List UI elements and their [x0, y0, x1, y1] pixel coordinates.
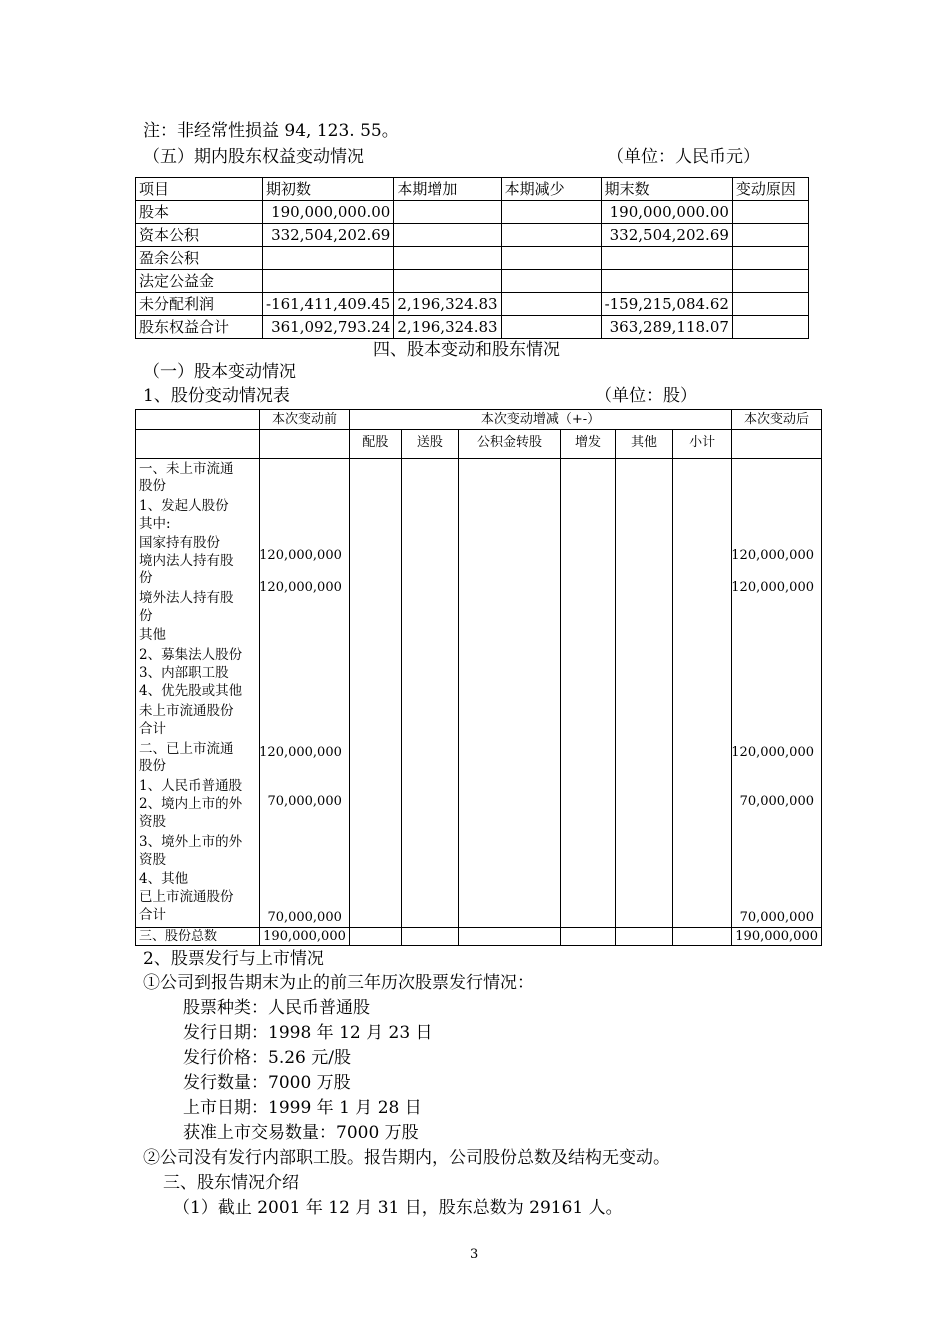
equity-table: [135, 177, 809, 339]
cell: [394, 201, 501, 224]
row-label: 股份: [139, 478, 166, 494]
issue-type: 股票种类：人民币普通股: [183, 998, 370, 1018]
cell: 法定公益金: [136, 270, 263, 293]
share-change-table: [135, 409, 822, 946]
cell: [601, 270, 732, 293]
row-label: 其中:: [139, 516, 171, 532]
cell: -161,411,409.45: [263, 293, 394, 316]
header-cell: 公积金转股: [458, 430, 560, 459]
before-column: [260, 459, 350, 928]
row-label: 2、境内上市的外: [139, 796, 243, 812]
table-row: [136, 293, 809, 316]
listing-date: 上市日期：1999 年 1 月 28 日: [183, 1098, 422, 1118]
total-before: 190,000,000: [260, 928, 350, 946]
header-cell: 本期减少: [501, 178, 601, 201]
header-cell: 期初数: [263, 178, 394, 201]
cell: [394, 270, 501, 293]
equity-title: （五）期内股东权益变动情况: [143, 147, 364, 167]
header-cell: 其他: [616, 430, 673, 459]
header-cell: 项目: [136, 178, 263, 201]
cell: [561, 459, 616, 928]
cell: -159,215,084.62: [601, 293, 732, 316]
cell: 2,196,324.83: [394, 316, 501, 339]
note: 注：非经常性损益 94, 123. 55。: [143, 121, 399, 141]
cell: 332,504,202.69: [601, 224, 732, 247]
after-column: [732, 459, 822, 928]
cell: [732, 293, 808, 316]
value-cell: 120,000,000: [259, 548, 342, 563]
cell: [501, 270, 601, 293]
cell: [501, 293, 601, 316]
row-label: 1、发起人股份: [139, 498, 229, 514]
header-cell: [260, 430, 350, 459]
label-column: [136, 459, 260, 928]
table-row: [136, 316, 809, 339]
issue-line: ①公司到报告期末为止的前三年历次股票发行情况：: [143, 973, 534, 993]
table-unit: （单位：股）: [595, 386, 697, 406]
cell: [263, 270, 394, 293]
header-cell: 增发: [561, 430, 616, 459]
cell: 190,000,000.00: [263, 201, 394, 224]
trade-quantity: 获准上市交易数量：7000 万股: [183, 1123, 419, 1143]
issue-line: ②公司没有发行内部职工股。报告期内，公司股份总数及结构无变动。: [143, 1148, 670, 1168]
cell: [616, 459, 673, 928]
cell: 361,092,793.24: [263, 316, 394, 339]
cell: [732, 224, 808, 247]
cell: [501, 201, 601, 224]
cell: 363,289,118.07: [601, 316, 732, 339]
row-label: 境内法人持有股: [139, 553, 234, 569]
value-cell: 70,000,000: [267, 910, 342, 925]
cell: [501, 247, 601, 270]
row-label: 合计: [139, 721, 166, 737]
issue-quantity: 发行数量：7000 万股: [183, 1073, 351, 1093]
value-cell: 70,000,000: [739, 910, 814, 925]
cell: [732, 270, 808, 293]
row-label: 资股: [139, 814, 166, 830]
table-row: [136, 224, 809, 247]
total-label: 三、股份总数: [136, 928, 260, 946]
cell: [673, 928, 732, 946]
header-cell: [136, 410, 260, 430]
cell: [732, 247, 808, 270]
row-label: 3、内部职工股: [139, 665, 229, 681]
page-number: 3: [470, 1247, 479, 1262]
issue-heading: 2、股票发行与上市情况: [143, 949, 324, 969]
shareholder-heading: 三、股东情况介绍: [163, 1173, 299, 1193]
cell: [263, 247, 394, 270]
value-cell: 120,000,000: [259, 745, 342, 760]
row-label: 股份: [139, 758, 166, 774]
header-after: 本次变动后: [732, 410, 822, 430]
cell: [394, 224, 501, 247]
header-cell: 本期增加: [394, 178, 501, 201]
value-cell: 120,000,000: [259, 580, 342, 595]
cell: [349, 459, 401, 928]
value-cell: 120,000,000: [731, 548, 814, 563]
table-row: [136, 201, 809, 224]
cell: [732, 316, 808, 339]
cell: [673, 459, 732, 928]
subsection-title: （一）股本变动情况: [143, 362, 296, 382]
row-label: 4、其他: [139, 871, 189, 887]
cell: [501, 224, 601, 247]
header-cell: [136, 430, 260, 459]
cell: 股本: [136, 201, 263, 224]
cell: 332,504,202.69: [263, 224, 394, 247]
table-row: [136, 459, 822, 928]
table-row: [136, 270, 809, 293]
cell: [401, 459, 458, 928]
row-label: 已上市流通股份: [139, 889, 234, 905]
cell: [616, 928, 673, 946]
header-cell: 送股: [401, 430, 458, 459]
row-label: 一、未上市流通: [139, 461, 234, 477]
cell: [458, 459, 560, 928]
header-cell: 期末数: [601, 178, 732, 201]
cell: [601, 247, 732, 270]
cell: [401, 928, 458, 946]
cell: [394, 247, 501, 270]
row-label: 2、募集法人股份: [139, 647, 243, 663]
row-label: 其他: [139, 627, 166, 643]
row-label: 国家持有股份: [139, 535, 220, 551]
row-label: 3、境外上市的外: [139, 834, 243, 850]
table-title: 1、股份变动情况表: [143, 386, 290, 406]
header-cell: 变动原因: [732, 178, 808, 201]
cell: 盈余公积: [136, 247, 263, 270]
cell: [732, 201, 808, 224]
cell: [349, 928, 401, 946]
row-label: 4、优先股或其他: [139, 683, 243, 699]
header-cell: [732, 430, 822, 459]
cell: 股东权益合计: [136, 316, 263, 339]
equity-unit: （单位：人民币元）: [607, 147, 760, 167]
header-cell: 配股: [349, 430, 401, 459]
table-header-row: [136, 178, 809, 201]
value-cell: 70,000,000: [739, 794, 814, 809]
row-label: 未上市流通股份: [139, 703, 234, 719]
shareholder-line: （1）截止 2001 年 12 月 31 日，股东总数为 29161 人。: [173, 1198, 623, 1218]
issue-date: 发行日期：1998 年 12 月 23 日: [183, 1023, 433, 1043]
row-label: 份: [139, 570, 153, 586]
row-label: 境外法人持有股: [139, 590, 234, 606]
row-label: 二、已上市流通: [139, 741, 234, 757]
cell: 2,196,324.83: [394, 293, 501, 316]
cell: [501, 316, 601, 339]
value-cell: 70,000,000: [267, 794, 342, 809]
cell: 资本公积: [136, 224, 263, 247]
cell: [458, 928, 560, 946]
value-cell: 120,000,000: [731, 580, 814, 595]
row-label: 合计: [139, 907, 166, 923]
value-cell: 120,000,000: [731, 745, 814, 760]
total-after: 190,000,000: [732, 928, 822, 946]
header-cell: 小计: [673, 430, 732, 459]
cell: 190,000,000.00: [601, 201, 732, 224]
table-header-row: [136, 410, 822, 430]
table-subheader-row: [136, 430, 822, 459]
section-title: 四、股本变动和股东情况: [373, 340, 560, 360]
table-row: [136, 247, 809, 270]
cell: 未分配利润: [136, 293, 263, 316]
issue-price: 发行价格：5.26 元/股: [183, 1048, 351, 1068]
table-total-row: [136, 928, 822, 946]
row-label: 份: [139, 608, 153, 624]
cell: [561, 928, 616, 946]
row-label: 1、人民币普通股: [139, 778, 243, 794]
row-label: 资股: [139, 852, 166, 868]
header-change: 本次变动增减（+-）: [349, 410, 731, 430]
header-before: 本次变动前: [260, 410, 350, 430]
